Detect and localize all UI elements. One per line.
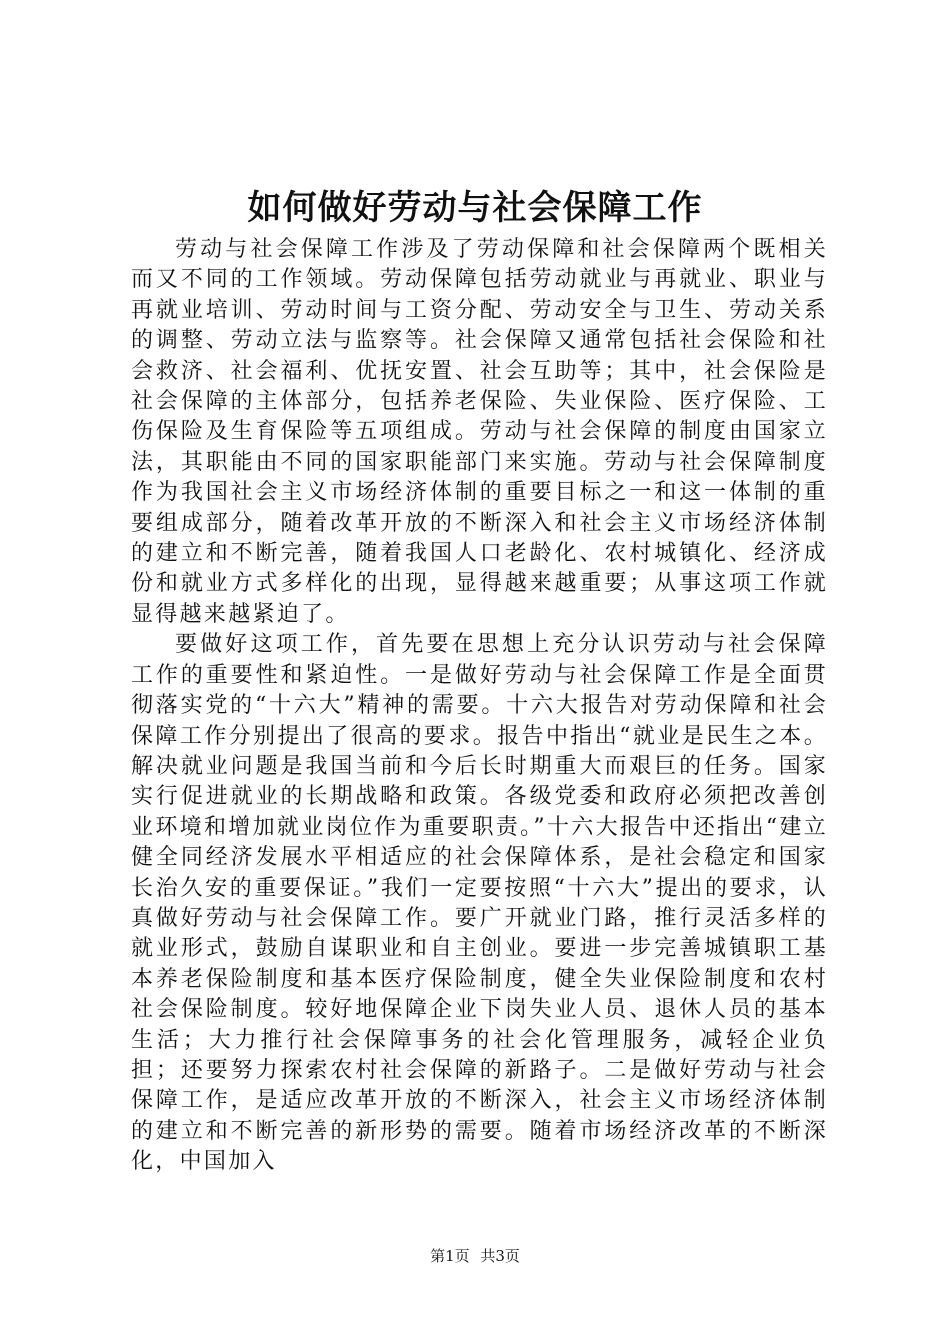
page-total: 共3页 [480, 1247, 520, 1265]
paragraph-2: 要做好这项工作，首先要在思想上充分认识劳动与社会保障工作的重要性和紧迫性。一是做好劳动与社会保障工作是全面贯彻落实党的“十六大”精神的需要。十六大报告对劳动保障和社会保障工作分别提出了很高的要求。报告中指出“就业是民生之本。解决就业问题是我国当前和今后长时期重大而艰巨的任务。国家实行促进就业的长期战略和政策。各级党委和政府必须把改善创业环境和增加就业岗位作为重要职责。”十六大报告中还指出“建立健全同经济发展水平相适应的社会保障体系，是社会稳定和国家长治久安的重要保证。”我们一定要按照“十六大”提出的要求，认真做好劳动与社会保障工作。要广开就业门路，推行灵活多样的就业形式，鼓励自谋职业和自主创业。要进一步完善城镇职工基本养老保险制度和基本医疗保险制度，健全失业保险制度和农村社会保险制度。较好地保障企业下岗失业人员、退休人员的基本生活；大力推行社会保障事务的社会化管理服务，减轻企业负担；还要努力探索农村社会保障的新路子。二是做好劳动与社会保障工作，是适应改革开放的不断深入，社会主义市场经济体制的建立和不断完善的新形势的需要。随着市场经济改革的不断深化，中国加入 [131, 632, 828, 1175]
paragraph-1: 劳动与社会保障工作涉及了劳动保障和社会保障两个既相关而又不同的工作领域。劳动保障包括劳动就业与再就业、职业与再就业培训、劳动时间与工资分配、劳动安全与卫生、劳动关系的调整、劳动立法与监察等。社会保障又通常包括社会保险和社会救济、社会福利、优抚安置、社会互助等；其中，社会保险是社会保障的主体部分，包括养老保险、失业保险、医疗保险、工伤保险及生育保险等五项组成。劳动与社会保障的制度由国家立法，其职能由不同的国家职能部门来实施。劳动与社会保障制度作为我国社会主义市场经济体制的重要目标之一和这一体制的重要组成部分，随着改革开放的不断深入和社会主义市场经济体制的建立和不断完善，随着我国人口老龄化、农村城镇化、经济成份和就业方式多样化的出现，显得越来越重要；从事这项工作就显得越来越紧迫了。 [131, 237, 828, 627]
page-number: 第1页 [430, 1247, 470, 1265]
document-title: 如何做好劳动与社会保障工作 [247, 188, 703, 228]
page-footer [0, 1246, 950, 1266]
document-body [131, 235, 828, 1178]
